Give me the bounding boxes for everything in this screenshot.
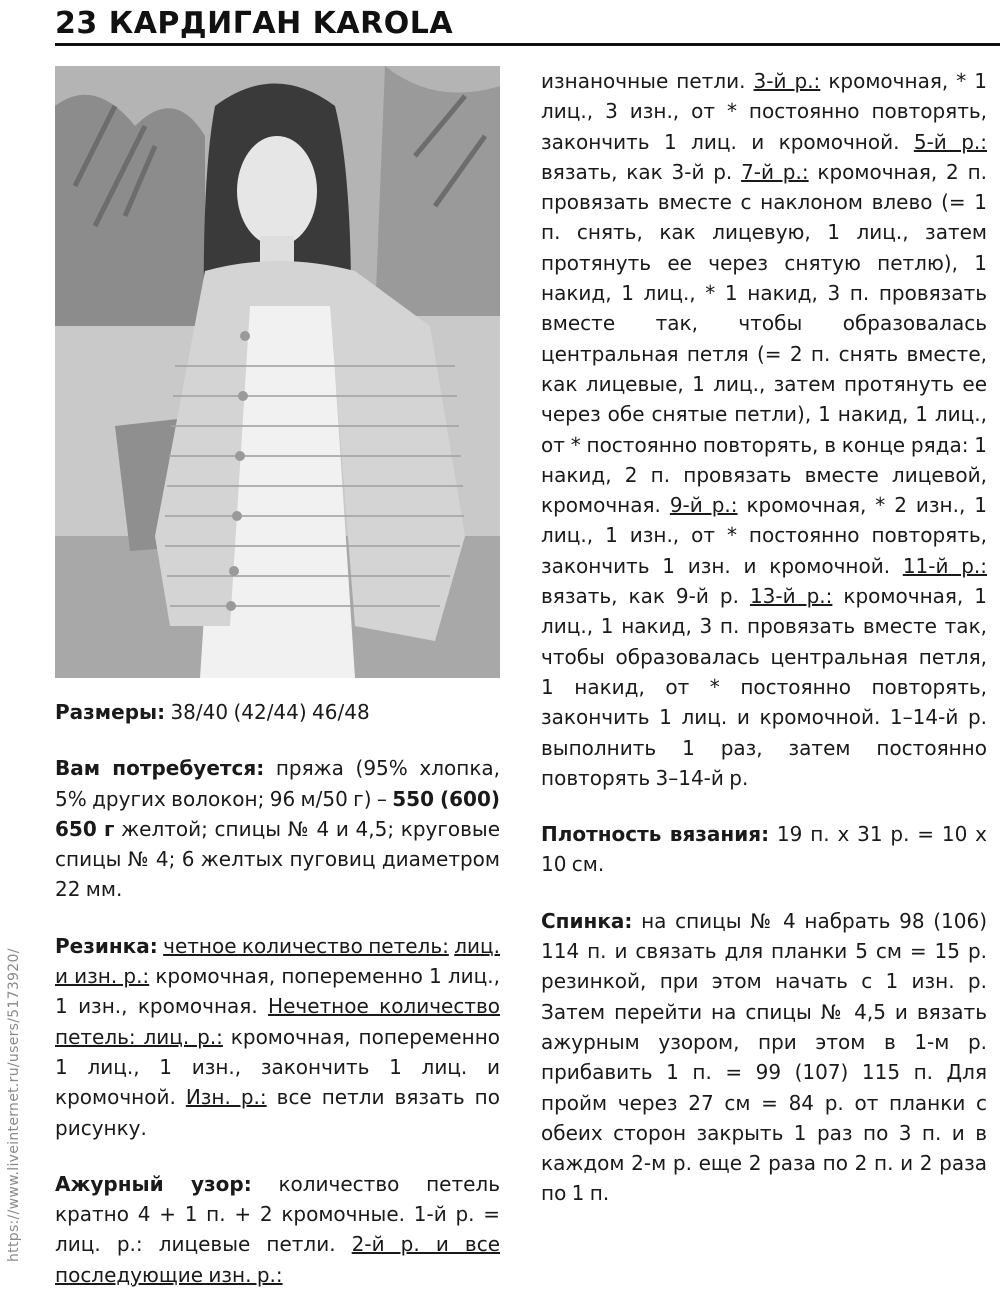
lace-row5-label: 5-й р.: xyxy=(913,129,987,154)
sizes-label: Размеры: xyxy=(55,700,166,724)
rib-rs-label: лиц. и изн. р.: xyxy=(55,933,500,989)
lace-row3-label: 3-й р.: xyxy=(753,69,821,93)
lace-row2-label: 2-й р. и все последующие изн. р.: xyxy=(55,1232,500,1287)
lace-row13-label: 13-й р.: xyxy=(749,584,833,609)
rib-label: Резинка: xyxy=(55,933,158,958)
watermark-url: https://www.liveinternet.ru/users/5173920/ xyxy=(6,948,22,1262)
materials-paragraph xyxy=(55,753,500,904)
materials-text1: пряжа (95% хлопка, 5% других волокон; 96 м/50 г) – xyxy=(55,756,501,811)
lace-row5-text: вязать, как 3-й р. xyxy=(541,159,742,184)
gauge-label: Плотность вязания: xyxy=(541,822,770,847)
lace-row3-text: кромочная, * 1 лиц., 3 изн., от * постоянно повторять, закончить 1 лиц. и кромочной. xyxy=(541,69,988,154)
right-column xyxy=(541,66,987,1209)
gauge-paragraph xyxy=(541,819,987,880)
lace-row7-text: кромочная, 2 п. провязать вместе с наклоном влево (= 1 п. снять, как лицевую, 1 лиц., затем протянуть ее через снятую петлю), 1 накид, 1 лиц., * 1 накид, 3 п. провязать вместе так, чтобы образовалась центральная петля (= 2 п. снять вместе, как лицевые, 1 лиц., затем протянуть ее через обе снятые петли), 1 накид, 1 лиц., от * постоянно повторять, в конце ряда: 1 накид, 2 п. провязать вместе лицевой, кромочная. xyxy=(541,159,988,518)
rib-odd-text: кромочная, попеременно 1 лиц., 1 изн., закончить 1 лиц. и кромочной. xyxy=(55,1024,500,1110)
photo-illustration xyxy=(55,66,500,678)
lace-row9-text: кромочная, * 2 изн., 1 лиц., 1 изн., от * постоянно повторять, закончить 1 изн. и кромочной. xyxy=(541,493,987,578)
lace-row2-text: изнаночные петли. xyxy=(541,69,754,93)
rib-odd-count: Нечетное количество петель: лиц. р.: xyxy=(55,994,501,1049)
lace-row7-label: 7-й р.: xyxy=(741,159,809,184)
rib-ws-text: все петли вязать по рисунку. xyxy=(55,1085,500,1140)
rib-paragraph xyxy=(55,931,500,1143)
back-text: на спицы № 4 набрать 98 (106) 114 п. и связать для планки 5 см = 15 р. резинкой, при этом начать с 1 изн. р. Затем перейти на спицы № 4,5 и вязать ажурным узором, при этом в 1-м р. прибавить 1 п. = 99 (107) 115 п. Для пройм через 27 см = 84 р. от планки с обеих сторон закрыть 1 раз по 3 п. и в каждом 2-м р. еще 2 раза по 2 п. и 2 раза по 1 п. xyxy=(541,908,987,1206)
yarn-amount: 550 (600) 650 г xyxy=(55,786,501,841)
back-paragraph xyxy=(541,906,987,1209)
sizes-text: 38/40 (42/44) 46/48 xyxy=(165,700,370,724)
lace-paragraph-start xyxy=(55,1169,500,1290)
left-column xyxy=(55,697,500,1290)
lace-row9-label: 9-й р.: xyxy=(669,493,738,518)
title-rule xyxy=(55,43,1000,46)
lace-label: Ажурный узор: xyxy=(55,1171,252,1196)
rib-rs-text: кромочная, попеременно 1 лиц., 1 изн., кромочная. xyxy=(55,964,500,1019)
back-label: Спинка: xyxy=(541,908,633,933)
materials-label: Вам потребуется: xyxy=(55,756,265,781)
sizes-paragraph xyxy=(55,697,500,727)
gauge-text: 19 п. x 31 р. = 10 x 10 см. xyxy=(541,822,987,877)
lace-intro: количество петель кратно 4 + 1 п. + 2 кромочные. 1-й р. = лиц. р.: лицевые петли. xyxy=(55,1171,500,1257)
lace-row13-text: кромочная, 1 лиц., 1 накид, 3 п. провязать вместе так, чтобы образовалась центральная петля, 1 накид, от * постоянно повторять, закончить 1 лиц. и кромочной. 1–14-й р. выполнить 1 раз, затем постоянно повторять 3–14-й р. xyxy=(541,584,988,790)
lace-row11-text: вязать, как 9-й р. xyxy=(541,584,750,609)
rib-even-count: четное количество петель: xyxy=(163,933,449,958)
lace-row11-label: 11-й р.: xyxy=(902,553,987,578)
materials-text2: желтой; спицы № 4 и 4,5; круговые спицы № 4; 6 желтых пуговиц диаметром 22 мм. xyxy=(55,816,500,902)
model-photo xyxy=(55,66,500,678)
page-title: 23 КАРДИГАН KAROLA xyxy=(55,6,454,41)
rib-ws-label: Изн. р.: xyxy=(185,1085,267,1110)
lace-paragraph-cont xyxy=(541,66,987,793)
